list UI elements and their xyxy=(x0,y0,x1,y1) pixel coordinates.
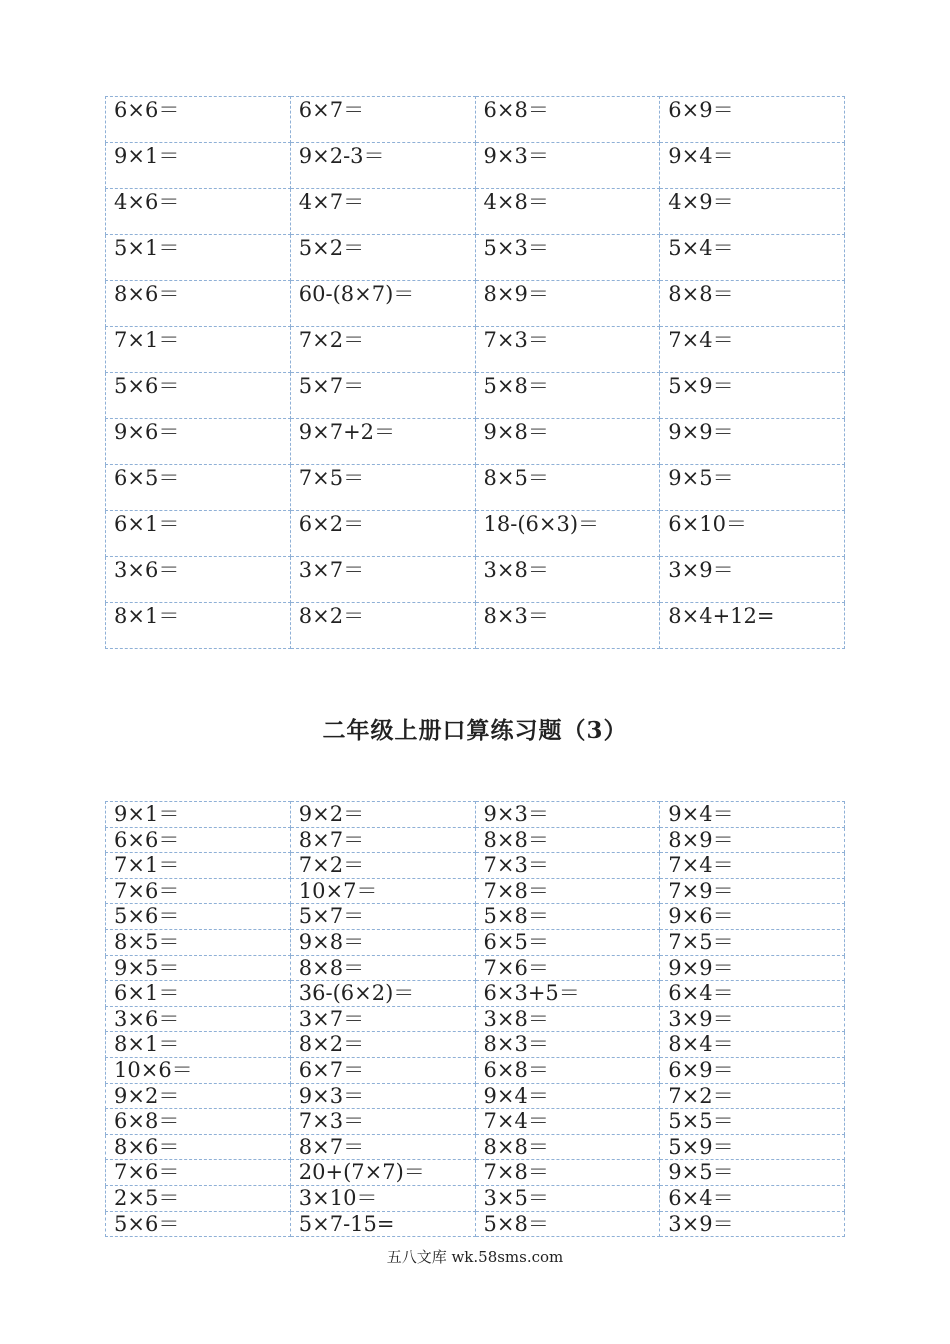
table-row xyxy=(106,929,845,955)
table-row xyxy=(106,827,845,853)
problem-cell: 5×7-15= xyxy=(290,1211,475,1237)
problem-cell: 6×8＝ xyxy=(106,1109,291,1135)
problem-cell: 5×6＝ xyxy=(106,373,291,419)
table-row xyxy=(106,904,845,930)
problem-cell: 5×9＝ xyxy=(660,1134,845,1160)
table-row xyxy=(106,955,845,981)
table-row xyxy=(106,511,845,557)
problem-cell: 5×9＝ xyxy=(660,373,845,419)
problem-cell: 8×9＝ xyxy=(475,281,660,327)
problem-cell: 8×3＝ xyxy=(475,603,660,649)
problem-cell: 6×2＝ xyxy=(290,511,475,557)
problem-cell: 4×8＝ xyxy=(475,189,660,235)
practice-table-bottom-body xyxy=(106,802,845,1237)
problem-cell: 5×8＝ xyxy=(475,1211,660,1237)
problem-cell: 3×9＝ xyxy=(660,1211,845,1237)
table-row xyxy=(106,281,845,327)
problem-cell: 9×3＝ xyxy=(290,1083,475,1109)
problem-cell: 6×5＝ xyxy=(475,929,660,955)
problem-cell: 7×3＝ xyxy=(475,853,660,879)
problem-cell: 9×1＝ xyxy=(106,802,291,828)
table-row xyxy=(106,327,845,373)
problem-cell: 2×5＝ xyxy=(106,1185,291,1211)
problem-cell: 5×5＝ xyxy=(660,1109,845,1135)
problem-cell: 9×5＝ xyxy=(660,465,845,511)
problem-cell: 5×6＝ xyxy=(106,904,291,930)
problem-cell: 8×7＝ xyxy=(290,1134,475,1160)
problem-cell: 8×2＝ xyxy=(290,603,475,649)
problem-cell: 9×8＝ xyxy=(290,929,475,955)
problem-cell: 9×6＝ xyxy=(660,904,845,930)
problem-cell: 9×7+2＝ xyxy=(290,419,475,465)
problem-cell: 7×5＝ xyxy=(290,465,475,511)
problem-cell: 5×7＝ xyxy=(290,373,475,419)
problem-cell: 8×8＝ xyxy=(475,1134,660,1160)
problem-cell: 5×4＝ xyxy=(660,235,845,281)
problem-cell: 9×5＝ xyxy=(660,1160,845,1186)
problem-cell: 7×4＝ xyxy=(660,853,845,879)
problem-cell: 9×3＝ xyxy=(475,143,660,189)
problem-cell: 9×9＝ xyxy=(660,955,845,981)
problem-cell: 6×10＝ xyxy=(660,511,845,557)
problem-cell: 5×6＝ xyxy=(106,1211,291,1237)
problem-cell: 9×3＝ xyxy=(475,802,660,828)
problem-cell: 8×9＝ xyxy=(660,827,845,853)
problem-cell: 5×7＝ xyxy=(290,904,475,930)
problem-cell: 60-(8×7)＝ xyxy=(290,281,475,327)
problem-cell: 7×5＝ xyxy=(660,929,845,955)
problem-cell: 6×8＝ xyxy=(475,1057,660,1083)
problem-cell: 10×7＝ xyxy=(290,878,475,904)
problem-cell: 8×5＝ xyxy=(106,929,291,955)
problem-cell: 3×7＝ xyxy=(290,557,475,603)
problem-cell: 9×8＝ xyxy=(475,419,660,465)
table-row xyxy=(106,1134,845,1160)
problem-cell: 9×5＝ xyxy=(106,955,291,981)
table-row xyxy=(106,1109,845,1135)
table-row xyxy=(106,235,845,281)
problem-cell: 8×8＝ xyxy=(660,281,845,327)
problem-cell: 3×8＝ xyxy=(475,1006,660,1032)
problem-cell: 7×6＝ xyxy=(106,878,291,904)
problem-cell: 6×9＝ xyxy=(660,1057,845,1083)
table-row xyxy=(106,1006,845,1032)
problem-cell: 6×1＝ xyxy=(106,511,291,557)
problem-cell: 8×4＝ xyxy=(660,1032,845,1058)
problem-cell: 7×4＝ xyxy=(660,327,845,373)
section-title: 二年级上册口算练习题（3） xyxy=(322,717,628,744)
problem-cell: 6×6＝ xyxy=(106,827,291,853)
problem-cell: 3×9＝ xyxy=(660,557,845,603)
problem-cell: 4×9＝ xyxy=(660,189,845,235)
problem-cell: 7×3＝ xyxy=(475,327,660,373)
problem-cell: 3×7＝ xyxy=(290,1006,475,1032)
table-row xyxy=(106,1185,845,1211)
problem-cell: 8×5＝ xyxy=(475,465,660,511)
problem-cell: 3×10＝ xyxy=(290,1185,475,1211)
practice-table-top xyxy=(105,96,845,649)
problem-cell: 3×5＝ xyxy=(475,1185,660,1211)
table-row xyxy=(106,981,845,1007)
problem-cell: 8×6＝ xyxy=(106,1134,291,1160)
problem-cell: 5×3＝ xyxy=(475,235,660,281)
table-row xyxy=(106,802,845,828)
problem-cell: 5×8＝ xyxy=(475,373,660,419)
problem-cell: 4×7＝ xyxy=(290,189,475,235)
problem-cell: 6×7＝ xyxy=(290,97,475,143)
footer-watermark: 五八文库 wk.58sms.com xyxy=(386,1248,564,1266)
problem-cell: 6×4＝ xyxy=(660,981,845,1007)
problem-cell: 7×8＝ xyxy=(475,1160,660,1186)
problem-cell: 6×5＝ xyxy=(106,465,291,511)
table-row xyxy=(106,97,845,143)
practice-table-bottom xyxy=(105,801,845,1237)
problem-cell: 8×4+12= xyxy=(660,603,845,649)
problem-cell: 3×8＝ xyxy=(475,557,660,603)
problem-cell: 6×7＝ xyxy=(290,1057,475,1083)
table-row xyxy=(106,143,845,189)
problem-cell: 9×9＝ xyxy=(660,419,845,465)
problem-cell: 9×2＝ xyxy=(290,802,475,828)
problem-cell: 9×2＝ xyxy=(106,1083,291,1109)
problem-cell: 7×9＝ xyxy=(660,878,845,904)
table-row xyxy=(106,1032,845,1058)
table-row xyxy=(106,878,845,904)
problem-cell: 9×1＝ xyxy=(106,143,291,189)
problem-cell: 18-(6×3)＝ xyxy=(475,511,660,557)
problem-cell: 7×3＝ xyxy=(290,1109,475,1135)
problem-cell: 9×2-3＝ xyxy=(290,143,475,189)
problem-cell: 6×1＝ xyxy=(106,981,291,1007)
problem-cell: 8×2＝ xyxy=(290,1032,475,1058)
problem-cell: 8×8＝ xyxy=(475,827,660,853)
problem-cell: 6×6＝ xyxy=(106,97,291,143)
problem-cell: 7×2＝ xyxy=(660,1083,845,1109)
problem-cell: 7×1＝ xyxy=(106,327,291,373)
problem-cell: 8×8＝ xyxy=(290,955,475,981)
problem-cell: 7×2＝ xyxy=(290,327,475,373)
problem-cell: 10×6＝ xyxy=(106,1057,291,1083)
problem-cell: 4×6＝ xyxy=(106,189,291,235)
problem-cell: 6×4＝ xyxy=(660,1185,845,1211)
practice-table-top-body xyxy=(106,97,845,649)
problem-cell: 8×1＝ xyxy=(106,1032,291,1058)
table-row xyxy=(106,419,845,465)
table-row xyxy=(106,1211,845,1237)
problem-cell: 7×1＝ xyxy=(106,853,291,879)
problem-cell: 9×6＝ xyxy=(106,419,291,465)
problem-cell: 5×1＝ xyxy=(106,235,291,281)
problem-cell: 9×4＝ xyxy=(475,1083,660,1109)
problem-cell: 7×6＝ xyxy=(475,955,660,981)
problem-cell: 20+(7×7)＝ xyxy=(290,1160,475,1186)
table-row xyxy=(106,189,845,235)
problem-cell: 9×4＝ xyxy=(660,802,845,828)
problem-cell: 36-(6×2)＝ xyxy=(290,981,475,1007)
problem-cell: 8×7＝ xyxy=(290,827,475,853)
table-row xyxy=(106,603,845,649)
problem-cell: 6×3+5＝ xyxy=(475,981,660,1007)
problem-cell: 6×8＝ xyxy=(475,97,660,143)
problem-cell: 6×9＝ xyxy=(660,97,845,143)
table-row xyxy=(106,465,845,511)
table-row xyxy=(106,1057,845,1083)
problem-cell: 8×1＝ xyxy=(106,603,291,649)
problem-cell: 7×4＝ xyxy=(475,1109,660,1135)
problem-cell: 3×9＝ xyxy=(660,1006,845,1032)
problem-cell: 7×2＝ xyxy=(290,853,475,879)
table-row xyxy=(106,1160,845,1186)
problem-cell: 5×2＝ xyxy=(290,235,475,281)
table-row xyxy=(106,557,845,603)
problem-cell: 7×8＝ xyxy=(475,878,660,904)
problem-cell: 3×6＝ xyxy=(106,557,291,603)
table-row xyxy=(106,853,845,879)
table-row xyxy=(106,1083,845,1109)
problem-cell: 9×4＝ xyxy=(660,143,845,189)
problem-cell: 3×6＝ xyxy=(106,1006,291,1032)
problem-cell: 5×8＝ xyxy=(475,904,660,930)
table-row xyxy=(106,373,845,419)
problem-cell: 8×6＝ xyxy=(106,281,291,327)
problem-cell: 7×6＝ xyxy=(106,1160,291,1186)
problem-cell: 8×3＝ xyxy=(475,1032,660,1058)
